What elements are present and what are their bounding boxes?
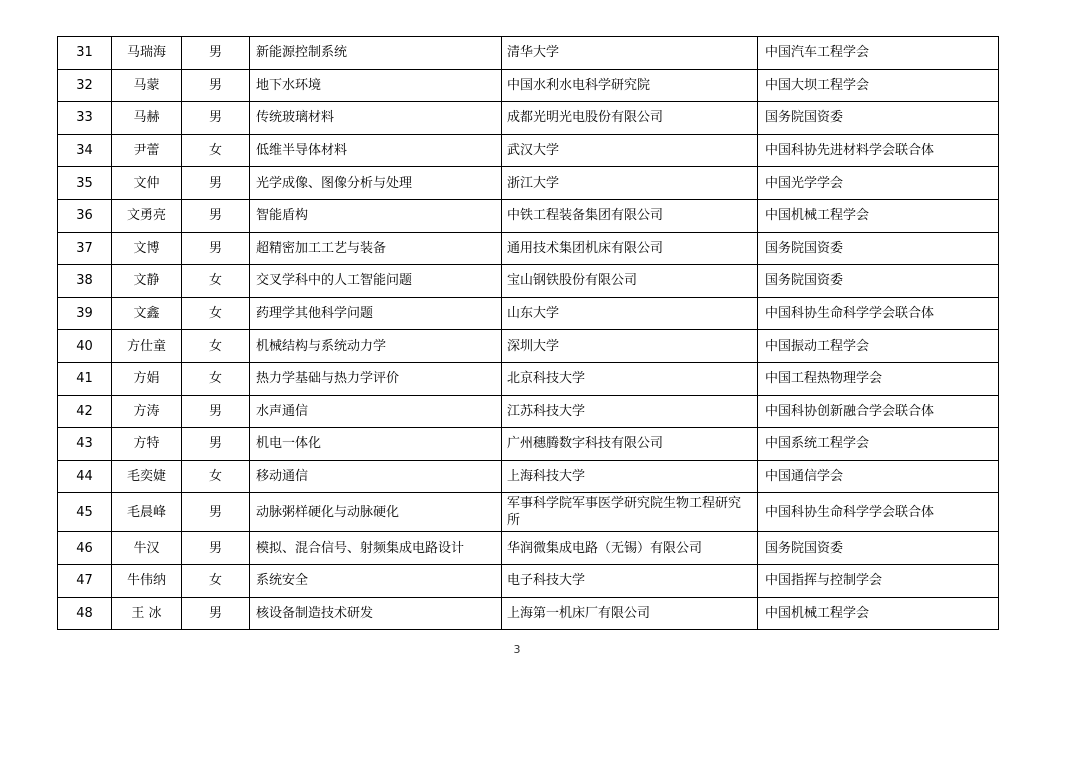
organization-cell: 上海科技大学 bbox=[502, 460, 758, 493]
research-field-cell: 光学成像、图像分析与处理 bbox=[250, 167, 502, 200]
organization-cell: 北京科技大学 bbox=[502, 362, 758, 395]
organization-cell: 中国水利水电科学研究院 bbox=[502, 69, 758, 102]
nominator-cell: 中国机械工程学会 bbox=[758, 597, 999, 630]
row-number-cell: 33 bbox=[58, 102, 112, 135]
research-field-cell: 低维半导体材料 bbox=[250, 134, 502, 167]
gender-cell: 女 bbox=[182, 564, 250, 597]
gender-cell: 男 bbox=[182, 167, 250, 200]
research-field-cell: 系统安全 bbox=[250, 564, 502, 597]
research-field-cell: 药理学其他科学问题 bbox=[250, 297, 502, 330]
table-row bbox=[58, 428, 999, 461]
table-row bbox=[58, 532, 999, 565]
name-cell: 文博 bbox=[112, 232, 182, 265]
nominator-cell: 国务院国资委 bbox=[758, 102, 999, 135]
gender-cell: 男 bbox=[182, 37, 250, 70]
name-cell: 毛奕婕 bbox=[112, 460, 182, 493]
nominee-table-body bbox=[58, 37, 999, 630]
research-field-cell: 智能盾构 bbox=[250, 199, 502, 232]
nominator-cell: 国务院国资委 bbox=[758, 532, 999, 565]
research-field-cell: 地下水环境 bbox=[250, 69, 502, 102]
organization-cell: 宝山钢铁股份有限公司 bbox=[502, 265, 758, 298]
row-number-cell: 31 bbox=[58, 37, 112, 70]
organization-cell: 浙江大学 bbox=[502, 167, 758, 200]
organization-cell: 通用技术集团机床有限公司 bbox=[502, 232, 758, 265]
table-row bbox=[58, 460, 999, 493]
gender-cell: 男 bbox=[182, 102, 250, 135]
table-row bbox=[58, 362, 999, 395]
row-number-cell: 43 bbox=[58, 428, 112, 461]
gender-cell: 男 bbox=[182, 232, 250, 265]
name-cell: 方娟 bbox=[112, 362, 182, 395]
name-cell: 牛伟纳 bbox=[112, 564, 182, 597]
gender-cell: 女 bbox=[182, 330, 250, 363]
row-number-cell: 41 bbox=[58, 362, 112, 395]
name-cell: 文仲 bbox=[112, 167, 182, 200]
table-row bbox=[58, 69, 999, 102]
research-field-cell: 热力学基础与热力学评价 bbox=[250, 362, 502, 395]
gender-cell: 女 bbox=[182, 297, 250, 330]
nominator-cell: 中国汽车工程学会 bbox=[758, 37, 999, 70]
nominator-cell: 中国机械工程学会 bbox=[758, 199, 999, 232]
organization-cell: 华润微集成电路（无锡）有限公司 bbox=[502, 532, 758, 565]
table-row bbox=[58, 297, 999, 330]
research-field-cell: 水声通信 bbox=[250, 395, 502, 428]
nominator-cell: 中国系统工程学会 bbox=[758, 428, 999, 461]
row-number-cell: 35 bbox=[58, 167, 112, 200]
row-number-cell: 46 bbox=[58, 532, 112, 565]
research-field-cell: 传统玻璃材料 bbox=[250, 102, 502, 135]
organization-cell: 江苏科技大学 bbox=[502, 395, 758, 428]
organization-cell: 广州穗腾数字科技有限公司 bbox=[502, 428, 758, 461]
nominator-cell: 国务院国资委 bbox=[758, 265, 999, 298]
nominator-cell: 中国指挥与控制学会 bbox=[758, 564, 999, 597]
row-number-cell: 42 bbox=[58, 395, 112, 428]
nominator-cell: 国务院国资委 bbox=[758, 232, 999, 265]
research-field-cell: 超精密加工工艺与装备 bbox=[250, 232, 502, 265]
row-number-cell: 39 bbox=[58, 297, 112, 330]
table-row bbox=[58, 37, 999, 70]
organization-cell: 武汉大学 bbox=[502, 134, 758, 167]
row-number-cell: 48 bbox=[58, 597, 112, 630]
name-cell: 方特 bbox=[112, 428, 182, 461]
name-cell: 文勇亮 bbox=[112, 199, 182, 232]
row-number-cell: 38 bbox=[58, 265, 112, 298]
gender-cell: 女 bbox=[182, 362, 250, 395]
name-cell: 尹蕾 bbox=[112, 134, 182, 167]
table-row bbox=[58, 232, 999, 265]
row-number-cell: 45 bbox=[58, 493, 112, 532]
gender-cell: 男 bbox=[182, 69, 250, 102]
table-row bbox=[58, 134, 999, 167]
research-field-cell: 动脉粥样硬化与动脉硬化 bbox=[250, 493, 502, 532]
table-row bbox=[58, 597, 999, 630]
nominator-cell: 中国振动工程学会 bbox=[758, 330, 999, 363]
organization-cell: 深圳大学 bbox=[502, 330, 758, 363]
nominator-cell: 中国科协生命科学学会联合体 bbox=[758, 493, 999, 532]
table-row bbox=[58, 493, 999, 532]
research-field-cell: 核设备制造技术研发 bbox=[250, 597, 502, 630]
gender-cell: 女 bbox=[182, 265, 250, 298]
nominator-cell: 中国科协生命科学学会联合体 bbox=[758, 297, 999, 330]
table-row bbox=[58, 199, 999, 232]
nominator-cell: 中国科协创新融合学会联合体 bbox=[758, 395, 999, 428]
gender-cell: 女 bbox=[182, 134, 250, 167]
row-number-cell: 34 bbox=[58, 134, 112, 167]
row-number-cell: 47 bbox=[58, 564, 112, 597]
table-row bbox=[58, 102, 999, 135]
organization-cell: 清华大学 bbox=[502, 37, 758, 70]
row-number-cell: 32 bbox=[58, 69, 112, 102]
row-number-cell: 37 bbox=[58, 232, 112, 265]
name-cell: 马赫 bbox=[112, 102, 182, 135]
gender-cell: 女 bbox=[182, 460, 250, 493]
page-number: 3 bbox=[513, 643, 521, 656]
name-cell: 方涛 bbox=[112, 395, 182, 428]
table-row bbox=[58, 330, 999, 363]
name-cell: 马瑞海 bbox=[112, 37, 182, 70]
name-cell: 王 冰 bbox=[112, 597, 182, 630]
nominator-cell: 中国大坝工程学会 bbox=[758, 69, 999, 102]
name-cell: 马蒙 bbox=[112, 69, 182, 102]
organization-cell: 军事科学院军事医学研究院生物工程研究所 bbox=[502, 493, 758, 532]
name-cell: 毛晨峰 bbox=[112, 493, 182, 532]
name-cell: 文鑫 bbox=[112, 297, 182, 330]
research-field-cell: 模拟、混合信号、射频集成电路设计 bbox=[250, 532, 502, 565]
research-field-cell: 交叉学科中的人工智能问题 bbox=[250, 265, 502, 298]
name-cell: 方仕童 bbox=[112, 330, 182, 363]
name-cell: 牛汉 bbox=[112, 532, 182, 565]
organization-cell: 成都光明光电股份有限公司 bbox=[502, 102, 758, 135]
research-field-cell: 移动通信 bbox=[250, 460, 502, 493]
research-field-cell: 新能源控制系统 bbox=[250, 37, 502, 70]
table-row bbox=[58, 265, 999, 298]
nominator-cell: 中国科协先进材料学会联合体 bbox=[758, 134, 999, 167]
organization-cell: 电子科技大学 bbox=[502, 564, 758, 597]
table-row bbox=[58, 395, 999, 428]
organization-cell: 上海第一机床厂有限公司 bbox=[502, 597, 758, 630]
gender-cell: 男 bbox=[182, 532, 250, 565]
research-field-cell: 机电一体化 bbox=[250, 428, 502, 461]
row-number-cell: 36 bbox=[58, 199, 112, 232]
table-row bbox=[58, 564, 999, 597]
nominator-cell: 中国光学学会 bbox=[758, 167, 999, 200]
nominator-cell: 中国通信学会 bbox=[758, 460, 999, 493]
organization-cell: 山东大学 bbox=[502, 297, 758, 330]
row-number-cell: 40 bbox=[58, 330, 112, 363]
gender-cell: 男 bbox=[182, 493, 250, 532]
nominee-table bbox=[57, 36, 999, 630]
row-number-cell: 44 bbox=[58, 460, 112, 493]
research-field-cell: 机械结构与系统动力学 bbox=[250, 330, 502, 363]
gender-cell: 男 bbox=[182, 597, 250, 630]
organization-cell: 中铁工程装备集团有限公司 bbox=[502, 199, 758, 232]
gender-cell: 男 bbox=[182, 199, 250, 232]
name-cell: 文静 bbox=[112, 265, 182, 298]
table-row bbox=[58, 167, 999, 200]
gender-cell: 男 bbox=[182, 395, 250, 428]
nominator-cell: 中国工程热物理学会 bbox=[758, 362, 999, 395]
gender-cell: 男 bbox=[182, 428, 250, 461]
